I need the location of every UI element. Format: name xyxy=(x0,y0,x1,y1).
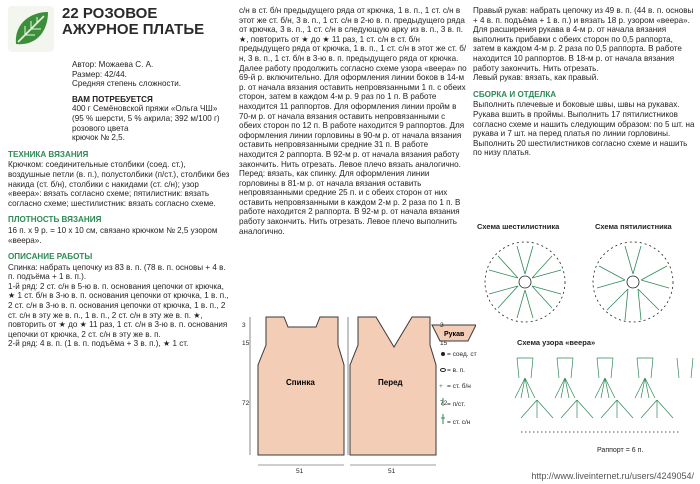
dim-back-length: 72 xyxy=(242,400,250,407)
work-heading: ОПИСАНИЕ РАБОТЫ xyxy=(8,252,93,262)
dim-back-armhole: 15 xyxy=(242,340,250,347)
work-row1: 1-й ряд: 2 ст. с/н в 5-ю в. п. основания цепочки от крючка, ★ 1 ст. б/н в 3-ю в. п. основания цепочки от крючка, 1 в. п., 2 ст. с/н в 3-ю в. п. основания цепочки от крючка, 1 в. п., 2 ст. с/н в эту же в. п., 1 в. п., 2 ст. с/н в эту же в. п. ★, повторить от ★ до ★ 11 раз, 1 ст. с/н в 3-ю в. п. основания цепочки от крючка, 2 ст. с/н в эту же в. п. xyxy=(8,281,229,339)
svg-text:+: + xyxy=(439,383,443,390)
dim-front-armhole: 15 xyxy=(440,340,448,347)
dim-back-top: 3 xyxy=(242,322,246,329)
legend-sc: = ст. б/н xyxy=(447,383,471,390)
legend-sl-st: = соед. ст xyxy=(447,351,477,358)
scheme-fan-caption: Схема узора «веера» xyxy=(517,338,596,347)
assembly-text: Выполнить плечевые и боковые швы, швы на рукавах. Рукава вшить в проймы. Выполнить 17 пятилистников согласно схеме и нашить следующим образом: по 5 шт. на рукава и 7 шт. на перед платья по линии горловины. Выполнить 20 шестилистников согласно схеме и нашить по низу платья. xyxy=(473,100,695,158)
legend-ch: = в. п. xyxy=(447,367,465,374)
column-right xyxy=(473,6,695,158)
technique-heading: ТЕХНИКА ВЯЗАНИЯ xyxy=(8,149,89,159)
article-title: 22 РОЗОВОЕ АЖУРНОЕ ПЛАТЬЕ xyxy=(62,5,205,38)
front-label: Перед xyxy=(378,378,403,387)
dim-front-length: 72 xyxy=(440,400,448,407)
footer-url: http://www.liveinternet.ru/users/4249054/ xyxy=(531,471,694,481)
materials-hook: крючок № 2,5. xyxy=(72,133,125,143)
rapport-label: Раппорт = 6 п. xyxy=(597,447,644,454)
fan-grid xyxy=(515,358,693,432)
front-pattern xyxy=(350,317,436,455)
work-back: Спинка: набрать цепочку из 83 в. п. (78 в. п. основы + 4 в. п. подъёма + 1 в. п.). xyxy=(8,262,226,282)
difficulty: Средняя степень сложности. xyxy=(72,79,182,89)
sleeve-pattern xyxy=(432,325,476,341)
middle-paragraph-3: Перед: вязать, как спинку. Для оформления линии горловины в 81-м р. от начала вязания оставить непровязанными средние 25 п. и с обеих сторон от них оставить непровязанными в каждом 2-м р. 2 раза по 1 п. В работе находится 2 раппорта. В 92-м р. от начала вязания работу закончить. Нить отрезать. Левое плечо выполнить аналогично. xyxy=(239,169,461,236)
work-row2: 2-й ряд: 4 в. п. (1 в. п. подъёма + 3 в. п.), ★ 1 ст. xyxy=(8,339,189,349)
article-header xyxy=(8,6,230,52)
back-label: Спинка xyxy=(286,378,315,387)
back-pattern xyxy=(258,317,344,455)
five-petal-scheme xyxy=(593,242,673,322)
column-left xyxy=(8,6,230,349)
author: Автор: Можаева С. А. xyxy=(72,60,154,69)
flower-schemes xyxy=(475,232,693,332)
legend xyxy=(439,351,477,426)
materials-yarn: 400 г Семёновской пряжи «Ольга ЧШ» (95 % шерсти, 5 % акрила; 392 м/100 г) розового цвета xyxy=(72,104,220,133)
scheme-six-caption: Схема шестилистника xyxy=(477,222,560,231)
sleeve-label: Рукав xyxy=(444,331,465,338)
middle-paragraph-2: Далее работу продолжить согласно схеме узора «веера» по 69-й р. включительно. Для оформления линии боков в 14-м р. от начала вязания оставить непровязанными 1 п. с обеих сторон, затем в каждом 4-м р. 9 раз по 1 п. В работе находится 11 раппортов. Для оформления линии пройм в 70-м р. от начала вязания оставить непровязанными с обеих сторон по 12 п. В работе находится 9 раппортов. Для оформления линии горловины в 90-м р. от начала вязания оставить непровязанными средние 31 п. В работе находится 2 раппорта. В 92-м р. от начала вязания работу закончить. Нить отрезать. Левое плечо вязать аналогично. xyxy=(239,63,467,169)
density-text: 16 п. х 9 р. = 10 х 10 см, связано крючком № 2,5 узором «веера». xyxy=(8,225,218,245)
size: Размер: 42/44. xyxy=(72,69,127,79)
six-petal-scheme xyxy=(485,242,565,322)
dim-front-width: 51 xyxy=(388,468,396,475)
legend-hdc: = п/ст. xyxy=(447,401,466,408)
fan-scheme xyxy=(437,348,695,458)
middle-paragraph-1: с/н в ст. б/н предыдущего ряда от крючка, 1 в. п., 1 ст. с/н в этот же ст. б/н, 3 в. п., 1 ст. с/н в 2-ю в. п. предыдущего ряда от крючка, 3 в. п., 1 ст. с/н в следующую арку из в. п., 3 в. п. ★, повторить от ★ до ★ 11 раз, 1 ст. с/н в ст. б/н предыдущего ряда от крючка, 1 в. п., 1 ст. с/н в этот же ст. б/н, 3 в. п., 1 ст. б/н в 3-ю в. п. предыдущего ряда от крючка. xyxy=(239,6,467,63)
scheme-five-caption: Схема пятилистника xyxy=(595,222,672,231)
dim-front-top: 3 xyxy=(440,322,444,329)
leaf-icon xyxy=(8,6,54,52)
sleeve-right: Правый рукав: набрать цепочку из 49 в. п. (44 в. п. основы + 4 в. п. подъёма + 1 в. п.) и вязать 18 р. узором «веера». Для расширения рукава в 4-м р. от начала вязания выполнить прибавки с обеих сторон по 0,5 раппорта, затем в каждом 4-м р. 2 раза по 0,5 раппорта. В работе находится 10 раппортов. В 18-м р. от начала вязания работу закончить. Нить отрезать. xyxy=(473,6,694,73)
technique-text: Крючком: соединительные столбики (соед. ст.), воздушные петли (в. п.), полустолбики (п/ст.), столбики без накида (ст. б/н), столбики с накидами (ст. с/н); узор «веера»: вязать согласно схеме; пятилистник: вязать согласно схеме; шестилистник: вязать согласно схеме. xyxy=(8,160,230,208)
column-middle xyxy=(239,6,467,236)
density-heading: ПЛОТНОСТЬ ВЯЗАНИЯ xyxy=(8,215,102,225)
sleeve-left: Левый рукав: вязать, как правый. xyxy=(473,73,599,83)
legend-dc: = ст. с/н xyxy=(447,419,471,426)
dim-back-width: 51 xyxy=(296,468,304,475)
materials-heading: ВАМ ПОТРЕБУЕТСЯ xyxy=(72,94,153,104)
assembly-heading: СБОРКА И ОТДЕЛКА xyxy=(473,89,557,99)
